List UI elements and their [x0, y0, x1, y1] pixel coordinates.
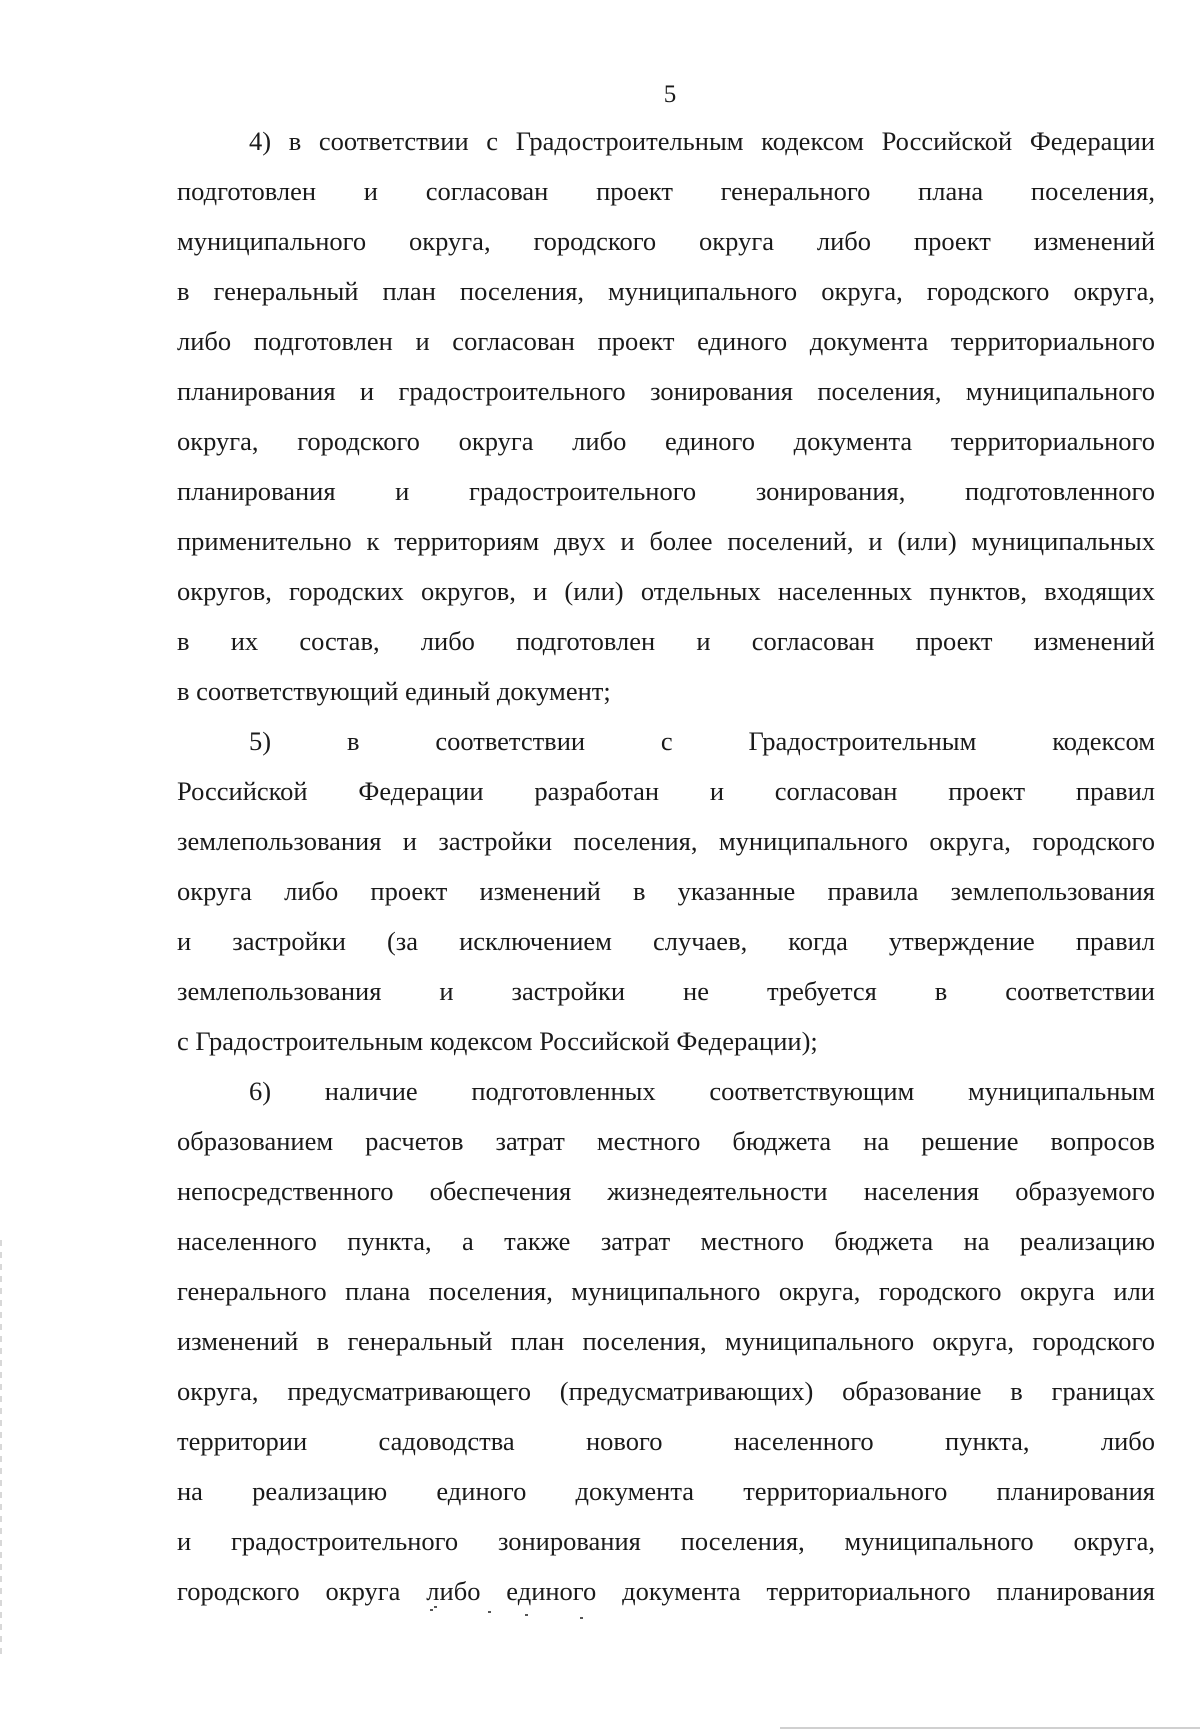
text-line: округа, городского округа либо единого документа территориального [177, 426, 1155, 456]
text-line: муниципального округа, городского округа либо проект изменений [177, 226, 1155, 256]
text-line: и градостроительного зонирования поселения, муниципального округа, [177, 1526, 1155, 1556]
text-line: территории садоводства нового населенного пункта, либо [177, 1426, 1155, 1456]
text-line: планирования и градостроительного зонирования, подготовленного [177, 476, 1155, 506]
text-line: образованием расчетов затрат местного бюджета на решение вопросов [177, 1126, 1155, 1156]
text-line: Российской Федерации разработан и согласован проект правил [177, 776, 1155, 806]
paragraph-item-4 [177, 116, 1155, 716]
page-number: 5 [663, 81, 677, 108]
document-body [177, 116, 1155, 1616]
speck [430, 1609, 433, 1611]
text-line: 5) в соответствии с Градостроительным кодексом [249, 726, 1155, 756]
text-line: применительно к территориям двух и более поселений, и (или) муниципальных [177, 526, 1155, 556]
speck [488, 1611, 491, 1613]
text-line: округа либо проект изменений в указанные правила землепользования [177, 876, 1155, 906]
text-line: либо подготовлен и согласован проект единого документа территориального [177, 326, 1155, 356]
speck [580, 1617, 583, 1619]
text-line: в соответствующий единый документ; [177, 676, 611, 706]
text-line: округа, предусматривающего (предусматривающих) образование в границах [177, 1376, 1155, 1406]
text-line: на реализацию единого документа территориального планирования [177, 1476, 1155, 1506]
text-line: в генеральный план поселения, муниципального округа, городского округа, [177, 276, 1155, 306]
paragraph-item-5 [177, 716, 1155, 1066]
text-line: планирования и градостроительного зонирования поселения, муниципального [177, 376, 1155, 406]
scan-specks [420, 1605, 620, 1625]
speck [434, 1606, 437, 1608]
text-line: землепользования и застройки поселения, муниципального округа, городского [177, 826, 1155, 856]
text-line: 6) наличие подготовленных соответствующим муниципальным [249, 1076, 1155, 1106]
text-line: землепользования и застройки не требуется в соответствии [177, 976, 1155, 1006]
text-line: населенного пункта, а также затрат местного бюджета на реализацию [177, 1226, 1155, 1256]
paragraph-item-6 [177, 1066, 1155, 1616]
text-line: подготовлен и согласован проект генерального плана поселения, [177, 176, 1155, 206]
text-line: и застройки (за исключением случаев, когда утверждение правил [177, 926, 1155, 956]
text-line: с Градостроительным кодексом Российской Федерации); [177, 1026, 818, 1056]
speck [525, 1614, 528, 1616]
text-line: 4) в соответствии с Градостроительным кодексом Российской Федерации [249, 126, 1155, 156]
text-line: генерального плана поселения, муниципального округа, городского округа или [177, 1276, 1155, 1306]
scan-edge-mark [780, 1727, 1200, 1729]
text-line: округов, городских округов, и (или) отдельных населенных пунктов, входящих [177, 576, 1155, 606]
scan-edge-mark [0, 1240, 2, 1660]
text-line: изменений в генеральный план поселения, муниципального округа, городского [177, 1326, 1155, 1356]
text-line: в их состав, либо подготовлен и согласован проект изменений [177, 626, 1155, 656]
text-line: непосредственного обеспечения жизнедеятельности населения образуемого [177, 1176, 1155, 1206]
text-line: городского округа либо единого документа территориального планирования [177, 1576, 1155, 1606]
